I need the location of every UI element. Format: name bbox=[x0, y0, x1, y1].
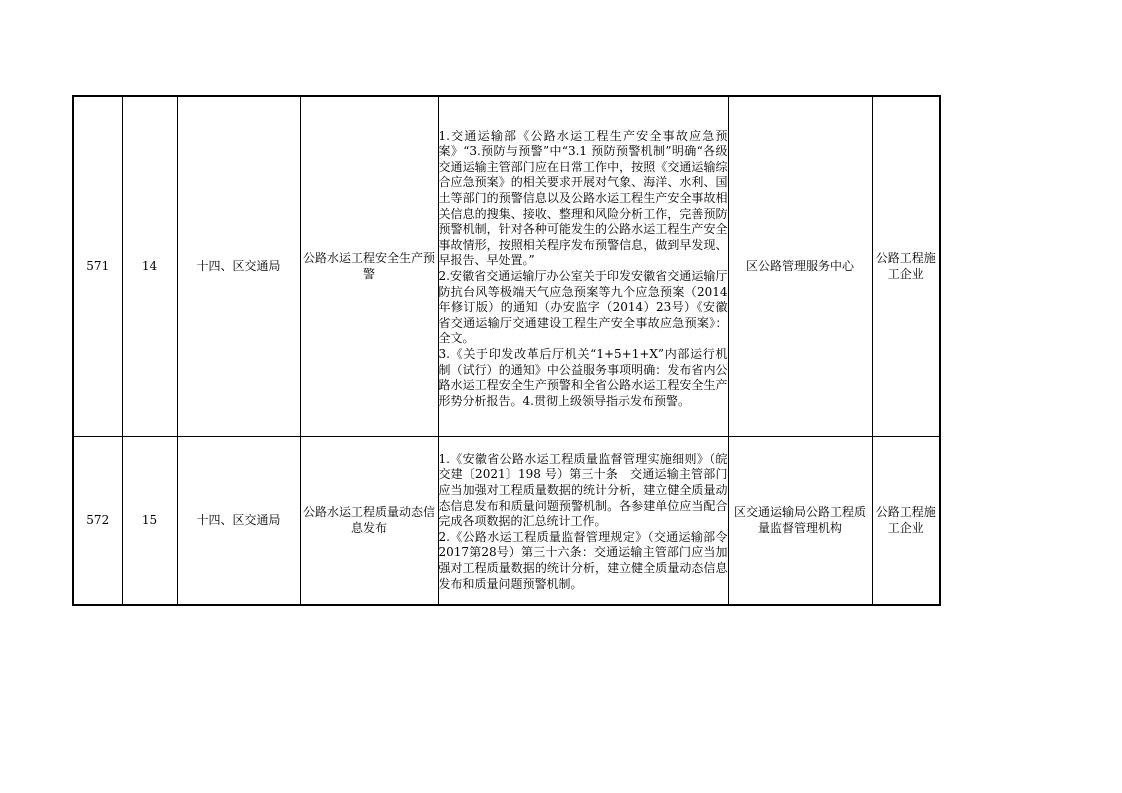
basis-paragraph: 1.交通运输部《公路水运工程生产安全事故应急预案》“3.预防与预警”中“3.1 预防预警机制”明确“各级交通运输主管部门应在日常工作中，按照《交通运输综合应急预案》的相关要求开展对气象、海洋、水利、国土等部门的预警信息以及公路水运工程生产安全事故相关信息的搜集、接收、整理和风险分析工作，完善预防预警机制，针对各种可能发生的公路水运工程生产安全事故情形，按照相关程序发布预警信息，做到早发现、早报告、早处置。” bbox=[438, 128, 728, 268]
sub-seq-cell: 15 bbox=[122, 437, 177, 606]
department-cell: 十四、区交通局 bbox=[177, 96, 300, 437]
item-name-cell: 公路水运工程安全生产预警 bbox=[300, 96, 438, 437]
basis-cell bbox=[438, 96, 728, 437]
seq-cell: 572 bbox=[73, 437, 122, 606]
service-items-table bbox=[72, 95, 941, 606]
basis-paragraph: 2.《公路水运工程质量监督管理规定》（交通运输部令2017第28号）第三十六条：交通运输主管部门应当加强对工程质量数据的统计分析，建立健全质量动态信息发布和质量问题预警机制。 bbox=[438, 529, 728, 591]
department-cell: 十四、区交通局 bbox=[177, 437, 300, 606]
seq-cell: 571 bbox=[73, 96, 122, 437]
table-row bbox=[73, 437, 940, 606]
target-cell: 公路工程施工企业 bbox=[872, 96, 940, 437]
target-cell: 公路工程施工企业 bbox=[872, 437, 940, 606]
agency-cell: 区公路管理服务中心 bbox=[728, 96, 872, 437]
item-name-cell: 公路水运工程质量动态信息发布 bbox=[300, 437, 438, 606]
sub-seq-cell: 14 bbox=[122, 96, 177, 437]
agency-cell: 区交通运输局公路工程质量监督管理机构 bbox=[728, 437, 872, 606]
table-row bbox=[73, 96, 940, 437]
basis-paragraph: 1.《安徽省公路水运工程质量监督管理实施细则》（皖交建〔2021〕198 号）第三十条 交通运输主管部门应当加强对工程质量数据的统计分析，建立健全质量动态信息发布和质量问题预警机制。各参建单位应当配合完成各项数据的汇总统计工作。 bbox=[438, 451, 728, 529]
basis-paragraph: 2.安徽省交通运输厅办公室关于印发安徽省交通运输厅防抗台风等极端天气应急预案等九个应急预案（2014年修订版）的通知（办安监字（2014）23号）《安徽省交通运输厅交通建设工程生产安全事故应急预案》：全文。 bbox=[438, 269, 728, 346]
basis-paragraph: 3.《关于印发改革后厅机关“1+5+1+X”内部运行机制（试行）的通知》中公益服务事项明确：发布省内公路水运工程安全生产预警和全省公路水运工程安全生产形势分析报告。4.贯彻上级领导指示发布预警。 bbox=[438, 346, 728, 408]
basis-cell bbox=[438, 437, 728, 606]
